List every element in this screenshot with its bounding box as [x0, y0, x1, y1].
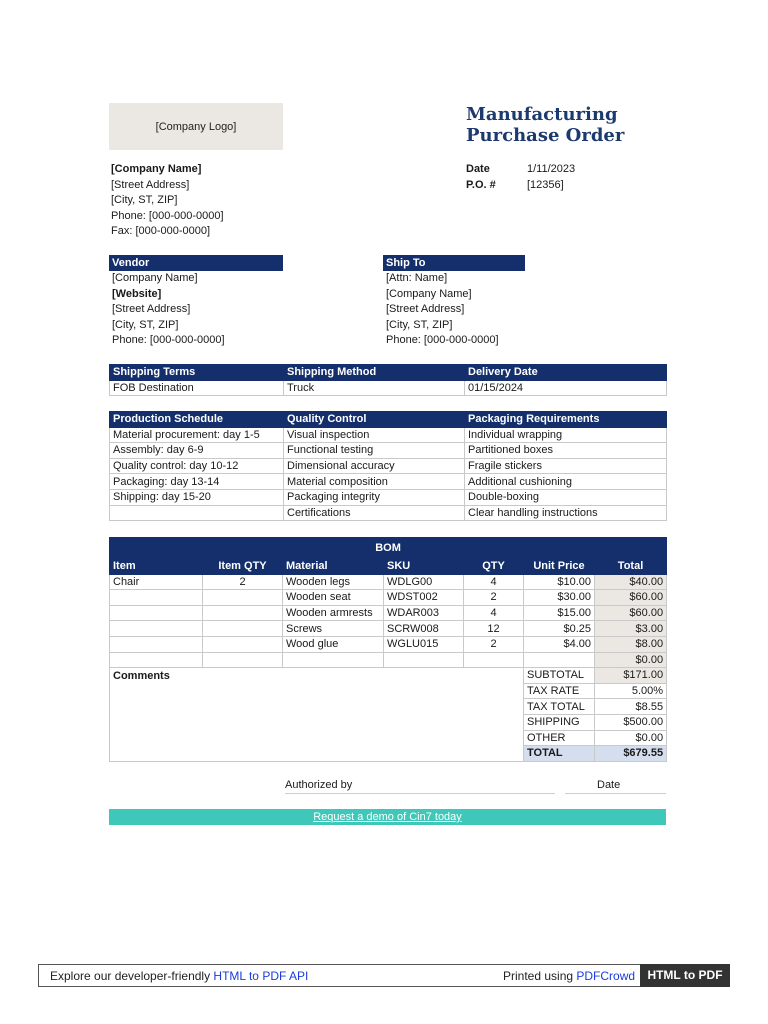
material-header: Material: [283, 559, 384, 575]
unit-price-cell: $0.25: [524, 621, 595, 637]
other-value: $0.00: [595, 730, 667, 746]
schedule-cell: Assembly: day 6-9: [110, 443, 284, 459]
total-label: TOTAL: [524, 746, 595, 762]
quality-cell: Certifications: [284, 505, 465, 521]
footer-printed-text: Printed using: [503, 969, 577, 983]
qty-cell: 2: [464, 590, 524, 606]
grand-total-value: $679.55: [595, 746, 667, 762]
vendor-street: [Street Address]: [112, 303, 191, 316]
material-cell: Wood glue: [283, 636, 384, 652]
sku-cell: SCRW008: [384, 621, 464, 637]
table-row: [110, 621, 667, 637]
total-header: Total: [595, 559, 667, 575]
html-to-pdf-button[interactable]: HTML to PDF: [640, 964, 730, 987]
summary-label: OTHER: [524, 730, 595, 746]
date-line: [565, 793, 666, 794]
footer-explore: [50, 969, 308, 983]
unit-price-cell: $30.00: [524, 590, 595, 606]
ship-to-header: Ship To: [383, 255, 525, 271]
item-cell: [110, 590, 203, 606]
qty-cell: 4: [464, 574, 524, 590]
schedule-cell: Material procurement: day 1-5: [110, 427, 284, 443]
item-cell: [110, 652, 203, 668]
qty-cell: 2: [464, 636, 524, 652]
line-total-cell: $0.00: [595, 652, 667, 668]
material-cell: Wooden legs: [283, 574, 384, 590]
demo-banner: [109, 809, 666, 825]
ship-to-attn: [Attn: Name]: [386, 272, 448, 284]
table-row: [110, 590, 667, 606]
sku-cell: WDAR003: [384, 605, 464, 621]
company-city: [City, ST, ZIP]: [111, 194, 178, 207]
table-row: [110, 443, 667, 459]
line-total-cell: $60.00: [595, 605, 667, 621]
footer-explore-text: Explore our developer-friendly: [50, 969, 214, 983]
packaging-cell: Clear handling instructions: [465, 505, 667, 521]
production-schedule-header: Production Schedule: [110, 412, 284, 428]
company-street: [Street Address]: [111, 178, 190, 191]
pdfcrowd-footer: [38, 964, 730, 987]
packaging-cell: Double-boxing: [465, 489, 667, 505]
material-cell: Wooden seat: [283, 590, 384, 606]
ship-to-street: [Street Address]: [386, 303, 465, 316]
qty-cell: [464, 652, 524, 668]
html-to-pdf-api-link[interactable]: HTML to PDF API: [213, 969, 309, 983]
schedule-table: [109, 411, 667, 521]
vendor-header: Vendor: [109, 255, 283, 271]
quality-control-header: Quality Control: [284, 412, 465, 428]
packaging-cell: Partitioned boxes: [465, 443, 667, 459]
summary-label: TAX TOTAL: [524, 699, 595, 715]
order-meta: [466, 162, 575, 193]
summary-label: SUBTOTAL: [524, 668, 595, 684]
shipping-method-header: Shipping Method: [284, 365, 465, 381]
table-row: [110, 458, 667, 474]
vendor-city: [City, ST, ZIP]: [112, 318, 179, 331]
tax-total-value: $8.55: [595, 699, 667, 715]
unit-price-header: Unit Price: [524, 559, 595, 575]
ship-to-company: [Company Name]: [386, 287, 472, 300]
pdfcrowd-link[interactable]: PDFCrowd: [576, 969, 636, 983]
ship-to-block: [383, 255, 525, 349]
summary-label: SHIPPING: [524, 714, 595, 730]
sku-header: SKU: [384, 559, 464, 575]
summary-label: TAX RATE: [524, 683, 595, 699]
qty-cell: 12: [464, 621, 524, 637]
unit-price-cell: $10.00: [524, 574, 595, 590]
comments-label: Comments: [110, 668, 524, 762]
material-cell: Screws: [283, 621, 384, 637]
table-row: [110, 636, 667, 652]
item-qty-cell: [203, 590, 283, 606]
item-header: Item: [110, 559, 203, 575]
bom-title: BOM: [110, 538, 667, 559]
vendor-company: [Company Name]: [112, 272, 198, 284]
po-value: [12356]: [527, 178, 564, 191]
table-row: [110, 505, 667, 521]
delivery-date-header: Delivery Date: [465, 365, 667, 381]
demo-link[interactable]: Request a demo of Cin7 today: [313, 811, 462, 823]
schedule-cell: Packaging: day 13-14: [110, 474, 284, 490]
table-row: [110, 605, 667, 621]
table-row: [110, 574, 667, 590]
schedule-cell: [110, 505, 284, 521]
item-qty-cell: [203, 652, 283, 668]
bom-table: [109, 537, 667, 762]
title-line-1: Manufacturing: [466, 104, 618, 125]
subtotal-value: $171.00: [595, 668, 667, 684]
table-row: [110, 427, 667, 443]
qty-cell: 4: [464, 605, 524, 621]
packaging-cell: Individual wrapping: [465, 427, 667, 443]
item-qty-cell: [203, 621, 283, 637]
delivery-date-value: 01/15/2024: [465, 380, 667, 396]
shipping-value: $500.00: [595, 714, 667, 730]
signature-line: [285, 793, 555, 794]
footer-printed: [503, 969, 635, 983]
quality-cell: Functional testing: [284, 443, 465, 459]
shipping-table: [109, 364, 667, 396]
sku-cell: WDLG00: [384, 574, 464, 590]
unit-price-cell: $15.00: [524, 605, 595, 621]
table-row: [110, 652, 667, 668]
line-total-cell: $40.00: [595, 574, 667, 590]
ship-to-city: [City, ST, ZIP]: [386, 318, 453, 331]
packaging-cell: Fragile stickers: [465, 458, 667, 474]
line-total-cell: $60.00: [595, 590, 667, 606]
po-label: P.O. #: [466, 178, 496, 191]
table-row: [110, 474, 667, 490]
item-qty-header: Item QTY: [203, 559, 283, 575]
date-sign-label: Date: [597, 779, 621, 791]
sku-cell: WGLU015: [384, 636, 464, 652]
date-label: Date: [466, 163, 490, 175]
line-total-cell: $8.00: [595, 636, 667, 652]
company-fax: Fax: [000-000-0000]: [111, 225, 211, 238]
quality-cell: Packaging integrity: [284, 489, 465, 505]
company-info: [111, 162, 224, 240]
table-row: [110, 489, 667, 505]
vendor-block: [109, 255, 283, 349]
item-cell: [110, 636, 203, 652]
document-title: [466, 104, 666, 146]
authorized-by-label: Authorized by: [285, 779, 353, 791]
vendor-website: [Website]: [112, 287, 162, 300]
packaging-requirements-header: Packaging Requirements: [465, 412, 667, 428]
quality-cell: Dimensional accuracy: [284, 458, 465, 474]
qty-header: QTY: [464, 559, 524, 575]
packaging-cell: Additional cushioning: [465, 474, 667, 490]
company-phone: Phone: [000-000-0000]: [111, 209, 224, 222]
quality-cell: Visual inspection: [284, 427, 465, 443]
item-qty-cell: [203, 605, 283, 621]
item-qty-cell: [203, 636, 283, 652]
company-logo-placeholder: [Company Logo]: [109, 103, 283, 150]
tax-rate-value: 5.00%: [595, 683, 667, 699]
schedule-cell: Quality control: day 10-12: [110, 458, 284, 474]
sku-cell: WDST002: [384, 590, 464, 606]
material-cell: [283, 652, 384, 668]
sku-cell: [384, 652, 464, 668]
item-cell: [110, 605, 203, 621]
schedule-cell: Shipping: day 15-20: [110, 489, 284, 505]
ship-to-phone: Phone: [000-000-0000]: [386, 334, 499, 347]
item-cell: Chair: [110, 574, 203, 590]
title-line-2: Purchase Order: [466, 125, 625, 146]
material-cell: Wooden armrests: [283, 605, 384, 621]
vendor-phone: Phone: [000-000-0000]: [112, 334, 225, 347]
line-total-cell: $3.00: [595, 621, 667, 637]
quality-cell: Material composition: [284, 474, 465, 490]
date-value: 1/11/2023: [527, 163, 576, 175]
unit-price-cell: $4.00: [524, 636, 595, 652]
shipping-terms-value: FOB Destination: [110, 380, 284, 396]
company-name: [Company Name]: [111, 163, 202, 175]
item-cell: [110, 621, 203, 637]
shipping-method-value: Truck: [284, 380, 465, 396]
shipping-terms-header: Shipping Terms: [110, 365, 284, 381]
unit-price-cell: [524, 652, 595, 668]
item-qty-cell: 2: [203, 574, 283, 590]
